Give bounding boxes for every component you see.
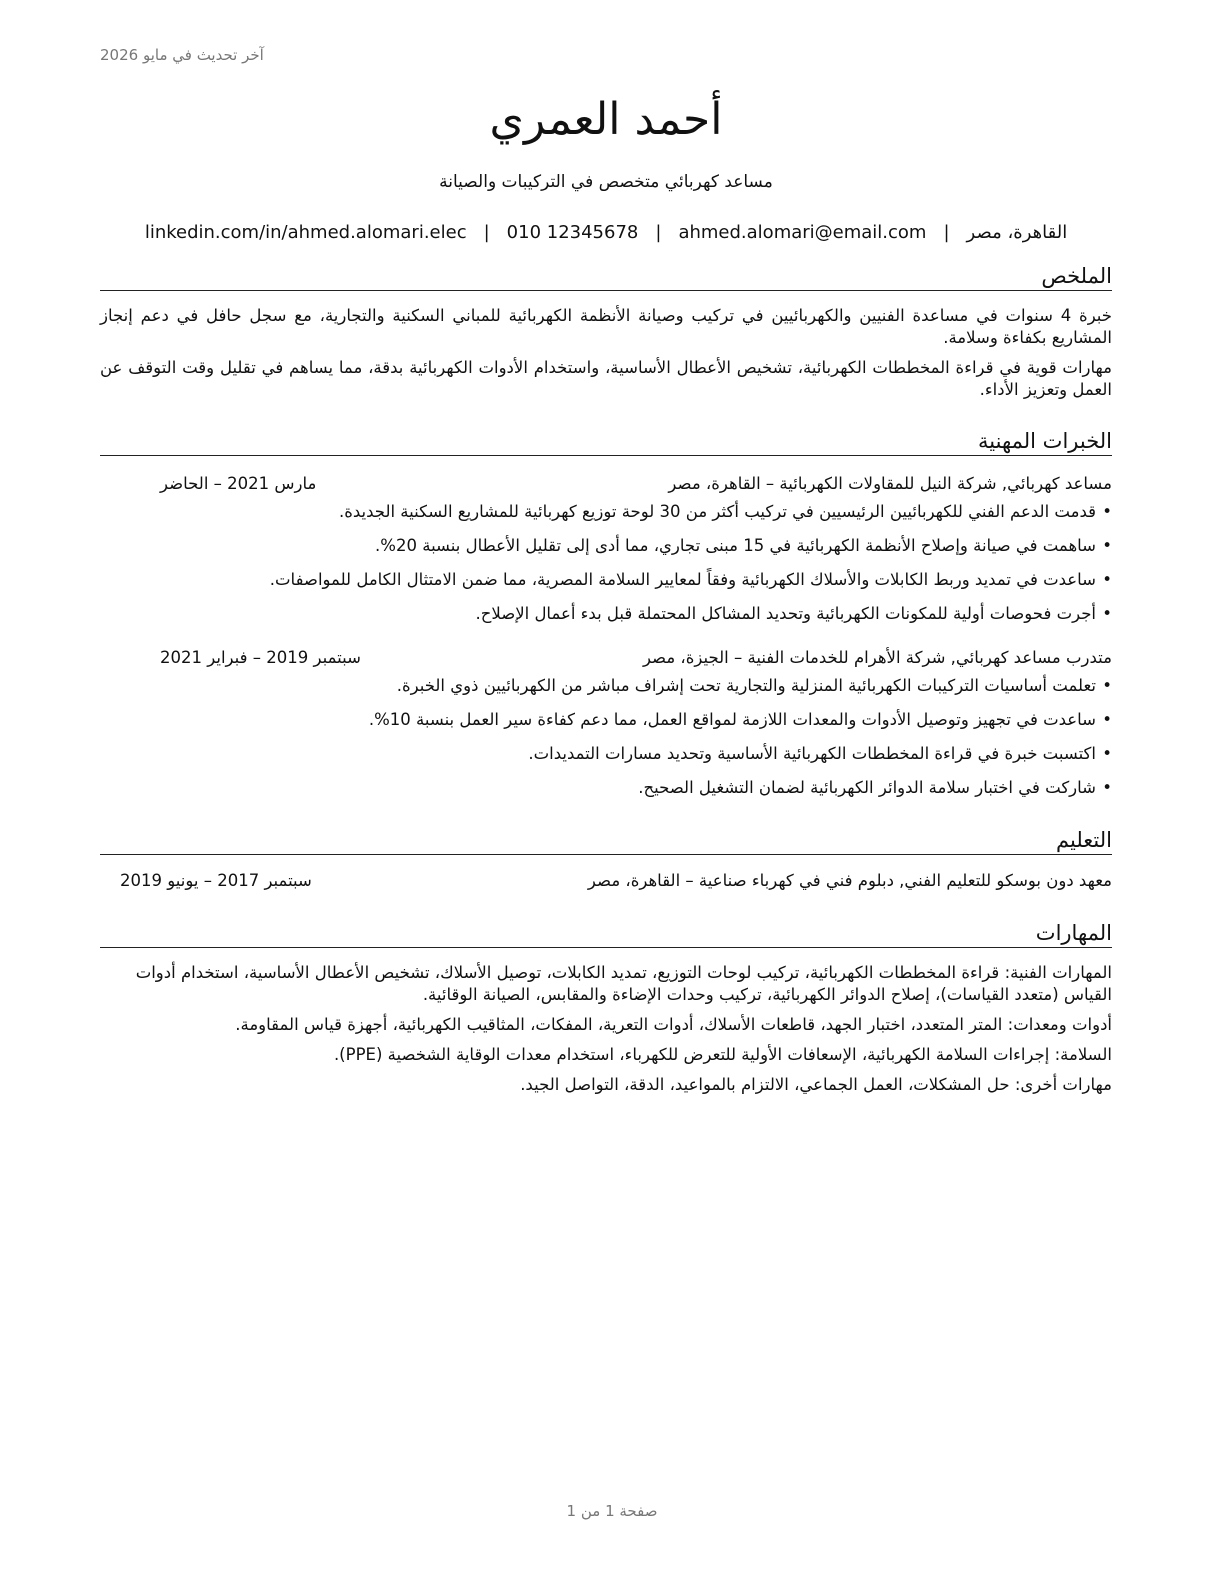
job-role: مساعد كهربائي, شركة النيل للمقاولات الكهربائية – القاهرة، مصر [668,474,1112,493]
candidate-name: أحمد العمري [489,94,723,145]
contact-line [100,220,1112,246]
job-dates: سبتمبر 2019 – فبراير 2021 [160,648,361,667]
job-bullets [100,674,1112,800]
contact-phone[interactable]: 010 12345678 [506,222,639,243]
job-header [100,646,1112,670]
section-heading-education: التعليم [100,826,1112,855]
contact-separator: | [483,222,490,243]
job-bullet: • ساعدت في تمديد وربط الكابلات والأسلاك الكهربائية وفقاً لمعايير السلامة المصرية، مما ضمن الامتثال الكامل للمواصفات. [100,568,1112,592]
job-bullet: • شاركت في اختبار سلامة الدوائر الكهربائية لضمان التشغيل الصحيح. [100,776,1112,800]
section-heading-summary: الملخص [100,262,1112,291]
job-entry [100,472,1112,626]
summary-paragraph: مهارات قوية في قراءة المخططات الكهربائية، تشخيص الأعطال الأساسية، واستخدام الأدوات الكهربائية بدقة، مما يساهم في تقليل وقت التوقف عن العمل وتعزيز الأداء. [100,358,1112,399]
skills-line: أدوات ومعدات: المتر المتعدد، اختبار الجهد، قاطعات الأسلاك، أدوات التعرية، المفكات، المثاقيب الكهربائية، أجهزة قياس المقاومة. [235,1015,1112,1034]
job-bullet: • ساهمت في صيانة وإصلاح الأنظمة الكهربائية في 15 مبنى تجاري، مما أدى إلى تقليل الأعطال بنسبة 20%. [100,534,1112,558]
job-entry [100,646,1112,800]
section-heading-experience: الخبرات المهنية [100,427,1112,456]
job-role: متدرب مساعد كهربائي, شركة الأهرام للخدمات الفنية – الجيزة، مصر [642,648,1112,667]
skills-line: مهارات أخرى: حل المشكلات، العمل الجماعي، الالتزام بالمواعيد، الدقة، التواصل الجيد. [520,1075,1112,1094]
last-updated-note: آخر تحديث في مايو 2026 [100,46,264,64]
job-bullet: • اكتسبت خبرة في قراءة المخططات الكهربائية الأساسية وتحديد مسارات التمديدات. [100,742,1112,766]
education-entry [100,869,1112,893]
contact-email[interactable]: ahmed.alomari@email.com [678,222,927,243]
job-bullets [100,500,1112,626]
job-header [100,472,1112,496]
education-institution: معهد دون بوسكو للتعليم الفني, دبلوم فني في كهرباء صناعية – القاهرة، مصر [587,871,1112,890]
skills-line: المهارات الفنية: قراءة المخططات الكهربائية، تركيب لوحات التوزيع، تمديد الكابلات، توصيل الأسلاك، تشخيص الأعطال الأساسية، استخدام أدوات القياس (متعدد القياسات)، إصلاح الدوائر الكهربائية، تركيب وحدات الإضاءة والمقابس، الصيانة الوقائية. [135,963,1112,1004]
contact-separator: | [943,222,950,243]
contact-linkedin[interactable]: linkedin.com/in/ahmed.alomari.elec [144,222,467,243]
job-bullet: • قدمت الدعم الفني للكهربائيين الرئيسيين في تركيب أكثر من 30 لوحة توزيع كهربائية للمشاريع السكنية الجديدة. [100,500,1112,524]
job-bullet: • ساعدت في تجهيز وتوصيل الأدوات والمعدات اللازمة لمواقع العمل، مما دعم كفاءة سير العمل بنسبة 10%. [100,708,1112,732]
resume-content [100,90,1112,1096]
job-bullet: • تعلمت أساسيات التركيبات الكهربائية المنزلية والتجارية تحت إشراف مباشر من الكهربائيين ذوي الخبرة. [100,674,1112,698]
skills-line: السلامة: إجراءات السلامة الكهربائية، الإسعافات الأولية للتعرض للكهرباء، استخدام معدات الوقاية الشخصية (PPE). [333,1045,1112,1064]
summary-paragraph: خبرة 4 سنوات في مساعدة الفنيين والكهربائيين في تركيب وصيانة الأنظمة الكهربائية للمباني السكنية والتجارية، مع سجل حافل في دعم إنجاز المشاريع بكفاءة وسلامة. [100,306,1112,347]
contact-location: القاهرة، مصر [966,222,1068,243]
education-dates: سبتمبر 2017 – يونيو 2019 [120,871,312,890]
contact-separator: | [655,222,662,243]
page-number: صفحة 1 من 1 [566,1502,658,1520]
job-bullet: • أجرت فحوصات أولية للمكونات الكهربائية وتحديد المشاكل المحتملة قبل بدء أعمال الإصلاح. [100,602,1112,626]
job-dates: مارس 2021 – الحاضر [160,474,317,493]
section-heading-skills: المهارات [100,919,1112,948]
candidate-title: مساعد كهربائي متخصص في التركيبات والصيانة [439,172,773,192]
